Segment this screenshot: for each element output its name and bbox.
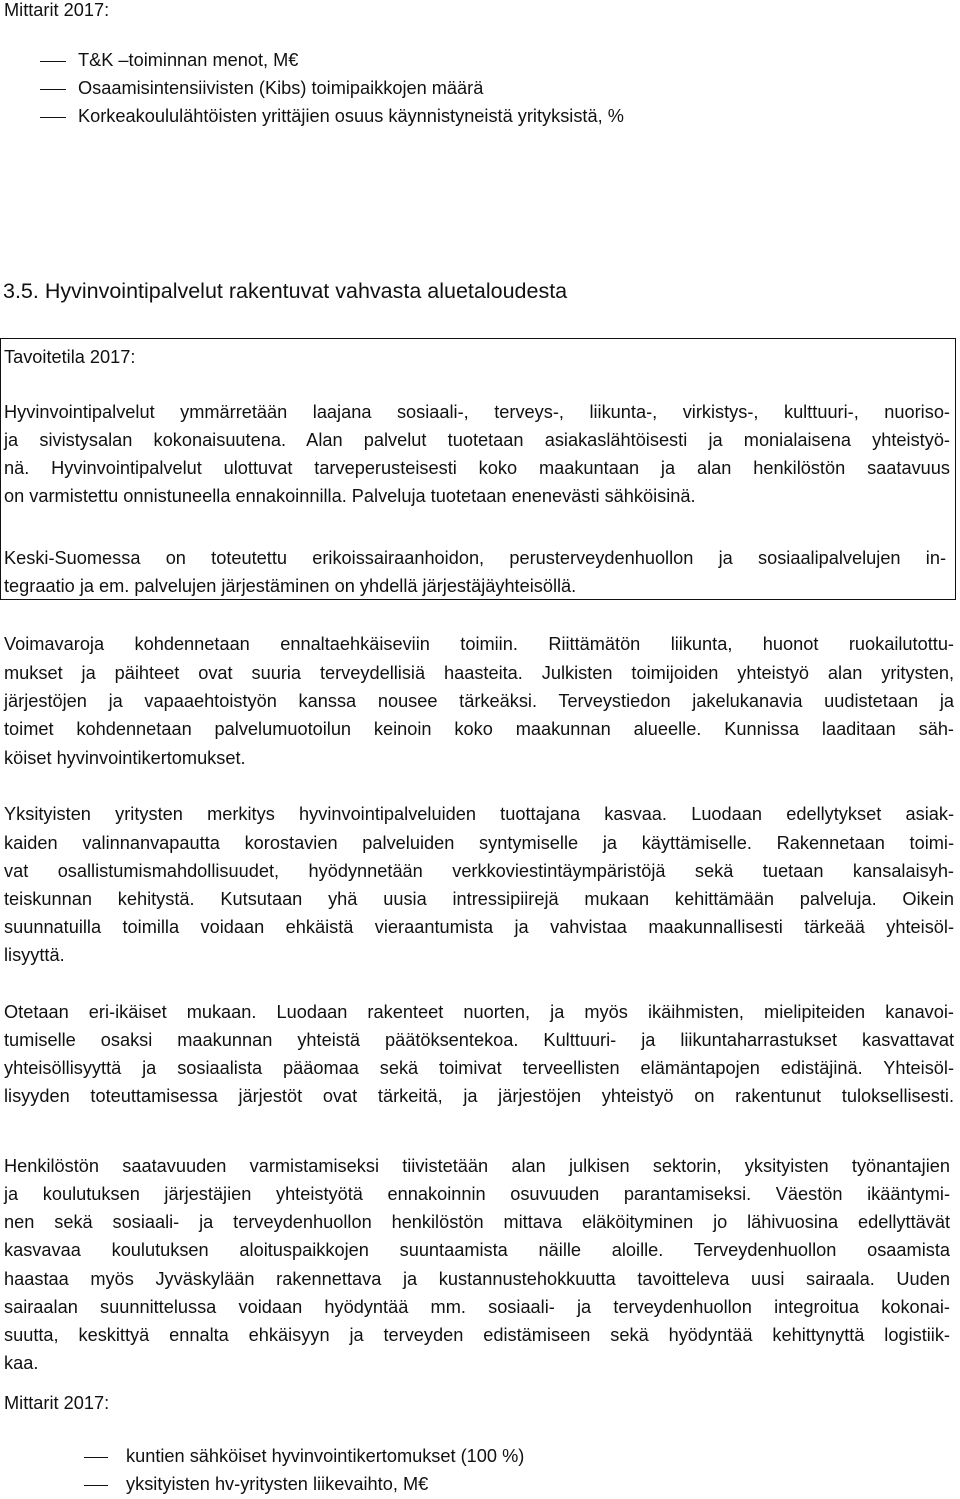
body-text-line: toimet kohdennetaan palvelumuotoilun keinoin koko maakunnan alueelle. Kunnissa laaditaan säh- (4, 719, 954, 739)
bullet-dash-icon (40, 89, 66, 90)
body-text-line: Voimavaroja kohdennetaan ennaltaehkäiseviin toimiin. Riittämätön liikunta, huonot ruokailutottu- (4, 634, 954, 654)
metric-item-1: T&K –toiminnan menot, M€ (78, 50, 299, 70)
body-text-line: sairaalan suunnittelussa voidaan hyödyntää mm. sosiaali- ja terveydenhuollon integroitua kokonai- (4, 1297, 950, 1317)
goal-text-line: on varmistettu onnistuneella ennakoinnilla. Palveluja tuotetaan enenevästi sähköisinä. (4, 486, 696, 506)
section-heading: 3.5. Hyvinvointipalvelut rakentuvat vahvasta aluetaloudesta (3, 279, 568, 303)
body-text-line: tumiselle osaksi maakunnan yhteistä päätöksentekoa. Kulttuuri- ja liikuntaharrastukset kasvattavat (4, 1030, 954, 1050)
metrics-label-top: Mittarit 2017: (4, 0, 110, 20)
body-text-line: Otetaan eri-ikäiset mukaan. Luodaan rakenteet nuorten, ja myös ikäihmisten, mielipiteiden kanavoi- (4, 1002, 954, 1022)
body-text-line: vat osallistumismahdollisuudet, hyödynnetään verkkoviestintäympäristöjä sekä tuetaan kansalaisyh- (4, 861, 954, 881)
goal-text-line: ja sivistysalan kokonaisuutena. Alan palvelut tuotetaan asiakaslähtöisesti ja monialaisena yhteistyö- (4, 430, 950, 450)
goal-label: Tavoitetila 2017: (4, 347, 136, 367)
goal-text-line: nä. Hyvinvointipalvelut ulottuvat tarveperusteisesti koko maakuntaan ja alan henkilöstön saatavuus (4, 458, 950, 478)
body-text-line: lisyyttä. (4, 945, 65, 965)
body-text-line: kaa. (4, 1353, 39, 1373)
metrics-label-bottom: Mittarit 2017: (4, 1393, 110, 1413)
bullet-dash-icon (40, 61, 66, 62)
metric-item-4: kuntien sähköiset hyvinvointikertomukset (100 %) (126, 1446, 525, 1466)
bullet-dash-icon (40, 117, 66, 118)
body-text-line: järjestöjen ja vapaaehtoistyön kanssa nousee tärkeäksi. Terveystiedon jakelukanavia uudistetaan ja (4, 691, 954, 711)
bullet-dash-icon (84, 1485, 108, 1486)
body-text-line: lisyyden toteuttamisessa järjestöt ovat tärkeitä, ja järjestöjen yhteistyö on rakentunut tuloksellisesti. (4, 1086, 954, 1106)
bullet-dash-icon (84, 1457, 108, 1458)
metric-item-5: yksityisten hv-yritysten liikevaihto, M€ (126, 1474, 429, 1494)
body-text-line: ja koulutuksen järjestäjien yhteistyötä ennakoinnin osuvuuden parantamiseksi. Väestön ikääntymi- (4, 1184, 950, 1204)
body-text-line: köiset hyvinvointikertomukset. (4, 748, 246, 768)
metric-item-2: Osaamisintensiivisten (Kibs) toimipaikkojen määrä (78, 78, 484, 98)
goal-text-line: Keski-Suomessa on toteutettu erikoissairaanhoidon, perusterveydenhuollon ja sosiaalipalvelujen in- (4, 548, 946, 568)
metric-item-3: Korkeakoululähtöisten yrittäjien osuus käynnistyneistä yrityksistä, % (78, 106, 624, 126)
body-text-line: suunnatuilla toimilla voidaan ehkäistä vieraantumista ja vahvistaa maakunnallisesti tärkeää yhteisöl- (4, 917, 954, 937)
body-text-line: mukset ja päihteet ovat suuria terveydellisiä haasteita. Julkisten toimijoiden yhteistyö alan yritysten, (4, 663, 954, 683)
body-text-line: haastaa myös Jyväskylään rakennettava ja kustannustehokkuutta tavoitteleva uusi sairaala. Uuden (4, 1269, 950, 1289)
goal-text-line: Hyvinvointipalvelut ymmärretään laajana sosiaali-, terveys-, liikunta-, virkistys-, kulttuuri-, nuoriso- (4, 402, 950, 422)
body-text-line: yhteisöllisyyttä ja sosiaalista pääomaa sekä toimivat terveellisten elämäntapojen edistäjinä. Yhteisöl- (4, 1058, 954, 1078)
body-text-line: kaiden valinnanvapautta korostavien palveluiden syntymiselle ja käyttämiselle. Rakennetaan toimi- (4, 833, 954, 853)
body-text-line: kasvavaa koulutuksen aloituspaikkojen suuntaamista näille aloille. Terveydenhuollon osaamista (4, 1240, 950, 1260)
body-text-line: Yksityisten yritysten merkitys hyvinvointipalveluiden tuottajana kasvaa. Luodaan edellytykset asiak- (4, 804, 954, 824)
goal-text-line: tegraatio ja em. palvelujen järjestäminen on yhdellä järjestäjäyhteisöllä. (4, 576, 577, 596)
body-text-line: suutta, keskittyä ennalta ehkäisyyn ja terveyden edistämiseen sekä hyödyntää kehittynyttä logistiik- (4, 1325, 950, 1345)
body-text-line: teiskunnan kehitystä. Kutsutaan yhä uusia intressipiirejä mukaan kehittämään palveluja. Oikein (4, 889, 954, 909)
body-text-line: nen sekä sosiaali- ja terveydenhuollon henkilöstön mittava eläköityminen jo lähivuosina edellyttävät (4, 1212, 950, 1232)
body-text-line: Henkilöstön saatavuuden varmistamiseksi tiivistetään alan julkisen sektorin, yksityisten työnantajien (4, 1156, 950, 1176)
